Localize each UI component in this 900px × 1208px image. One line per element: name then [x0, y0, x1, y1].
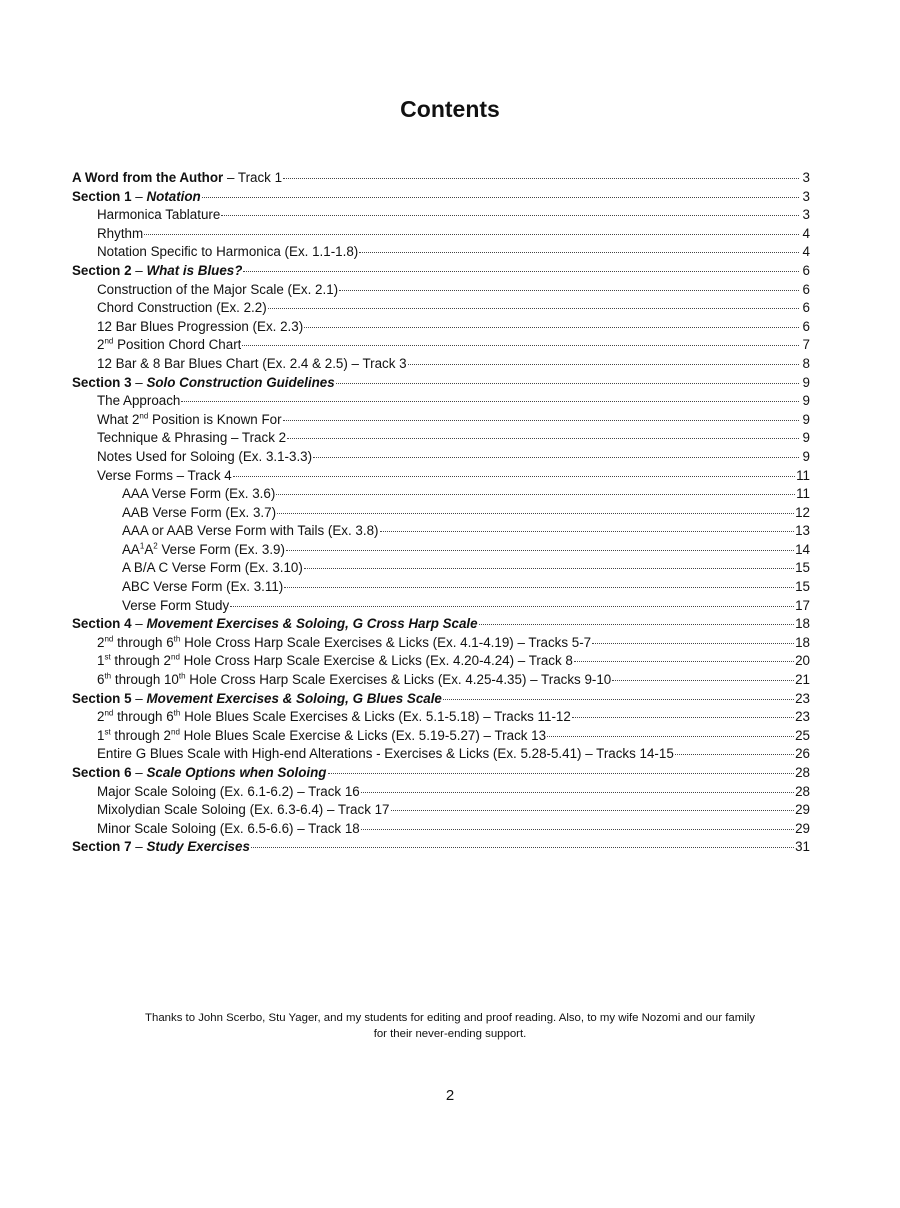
toc-section-separator: –: [131, 374, 147, 390]
toc-section-label: Section 6: [72, 765, 132, 780]
toc-entry-title: [72, 169, 282, 188]
toc-page-number: 18: [795, 634, 810, 650]
toc-entry-row: [72, 708, 810, 727]
toc-entry-row: [72, 355, 810, 374]
dot-leader: [336, 383, 799, 384]
toc-section-separator: –: [131, 765, 147, 780]
toc-entry-title: Rhythm: [97, 225, 144, 241]
toc-entry-row: [72, 504, 810, 523]
dot-leader: [202, 197, 799, 198]
toc-page-number: 8: [802, 355, 810, 371]
dot-leader: [359, 252, 799, 253]
dot-leader: [592, 643, 794, 644]
toc-section-subtitle: Solo Construction Guidelines: [146, 374, 335, 390]
toc-entry-title: [72, 764, 327, 783]
toc-page-number: 17: [795, 597, 810, 613]
toc-section-subtitle: What is Blues?: [146, 262, 243, 278]
toc-page-number: 29: [795, 820, 810, 836]
dot-leader: [479, 624, 794, 625]
toc-section-separator: –: [131, 839, 147, 855]
toc-entry-title: Technique & Phrasing – Track 2: [97, 430, 287, 446]
toc-entry-row: [72, 429, 810, 448]
toc-section-label: Section 2: [72, 262, 132, 278]
toc-page-number: 11: [796, 486, 810, 502]
toc-entry-title: [72, 188, 201, 207]
toc-page-number: 9: [802, 393, 810, 409]
dot-leader: [304, 568, 794, 569]
acknowledgements-line-2: for their never-ending support.: [373, 1028, 527, 1040]
toc-page-number: 9: [802, 374, 810, 390]
toc-page-number: 21: [795, 672, 810, 688]
dot-leader: [233, 476, 795, 477]
toc-section-row: [72, 188, 810, 207]
toc-entry-row: [72, 597, 810, 616]
dot-leader: [286, 550, 794, 551]
toc-section-row: [72, 374, 810, 393]
toc-section-row: [72, 615, 810, 634]
dot-leader: [443, 699, 794, 700]
toc-entry-row: [72, 727, 810, 746]
toc-section-label: Section 5: [72, 690, 132, 706]
toc-page-number: 6: [802, 318, 810, 334]
dot-leader: [675, 754, 794, 755]
toc-section-subtitle: Movement Exercises & Soloing, G Cross Harp Scale: [146, 616, 478, 632]
toc-entry-row: [72, 448, 810, 467]
toc-entry-title: Verse Form Study: [122, 597, 230, 613]
dot-leader: [328, 773, 795, 774]
dot-leader: [144, 234, 799, 235]
toc-entry-row: [72, 671, 810, 690]
dot-leader: [268, 308, 799, 309]
toc-page-number: 7: [802, 337, 810, 353]
toc-section-label: Section 3: [72, 374, 132, 390]
toc-entry-row: [72, 411, 810, 430]
dot-leader: [408, 364, 799, 365]
toc-entry-row: [72, 541, 810, 560]
dot-leader: [612, 680, 794, 681]
toc-entry-title: 1st through 2nd Hole Cross Harp Scale Exercise & Licks (Ex. 4.20-4.24) – Track 8: [97, 652, 573, 669]
toc-section-label: Section 7: [72, 839, 132, 855]
toc-entry-row: [72, 318, 810, 337]
toc-page-number: 3: [802, 188, 810, 204]
toc-page-number: 4: [802, 244, 810, 260]
dot-leader: [287, 438, 799, 439]
dot-leader: [361, 792, 794, 793]
toc-page-number: 14: [795, 541, 810, 557]
page-number: 2: [445, 1087, 455, 1104]
toc-entry-title: Chord Construction (Ex. 2.2): [97, 300, 267, 316]
toc-entry-row: [72, 467, 810, 486]
toc-section-row: [72, 838, 810, 857]
dot-leader: [283, 178, 799, 179]
toc-entry-title: Mixolydian Scale Soloing (Ex. 6.3-6.4) – Track 17: [97, 802, 390, 818]
toc-entry-title: 2nd Position Chord Chart: [97, 336, 242, 353]
toc-page-number: 15: [795, 560, 810, 576]
dot-leader: [547, 736, 794, 737]
toc-page-number: 13: [795, 523, 810, 539]
toc-entry-row: [72, 243, 810, 262]
dot-leader: [380, 531, 795, 532]
toc-entry-title: Harmonica Tablature: [97, 207, 221, 223]
dot-leader: [361, 829, 794, 830]
dot-leader: [277, 513, 794, 514]
toc-section-row: [72, 169, 810, 188]
dot-leader: [313, 457, 799, 458]
toc-section-separator: –: [131, 616, 147, 632]
toc-page-number: 28: [795, 765, 810, 780]
toc-page-number: 9: [802, 411, 810, 427]
toc-section-subtitle: Movement Exercises & Soloing, G Blues Scale: [146, 690, 442, 706]
toc-page-number: 26: [795, 746, 810, 762]
dot-leader: [221, 215, 799, 216]
toc-section-subtitle: Scale Options when Soloing: [146, 765, 327, 780]
toc-page-number: 23: [795, 709, 810, 725]
toc-page-number: 3: [802, 170, 810, 185]
toc-section-suffix: – Track 1: [223, 170, 283, 185]
toc-entry-title: [72, 690, 442, 709]
toc-entry-title: AAA or AAB Verse Form with Tails (Ex. 3.8): [122, 523, 379, 539]
toc-entry-row: [72, 652, 810, 671]
toc-entry-title: [72, 615, 478, 634]
toc-entry-row: [72, 522, 810, 541]
toc-page-number: 6: [802, 262, 810, 278]
dot-leader: [572, 717, 794, 718]
toc-page-number: 6: [802, 300, 810, 316]
toc-entry-title: 6th through 10th Hole Cross Harp Scale Exercises & Licks (Ex. 4.25-4.35) – Tracks 9-10: [97, 671, 612, 688]
toc-page-number: 9: [802, 448, 810, 464]
toc-entry-title: [72, 838, 250, 857]
toc-entry-title: 1st through 2nd Hole Blues Scale Exercise & Licks (Ex. 5.19-5.27) – Track 13: [97, 727, 547, 743]
toc-page-number: 29: [795, 802, 810, 818]
toc-entry-title: AAA Verse Form (Ex. 3.6): [122, 486, 276, 502]
toc-section-subtitle: Notation: [146, 188, 201, 204]
toc-entry-title: ABC Verse Form (Ex. 3.11): [122, 579, 284, 595]
dot-leader: [304, 327, 799, 328]
toc-page-number: 18: [795, 616, 810, 632]
toc-entry-row: [72, 634, 810, 653]
toc-entry-row: [72, 745, 810, 764]
toc-page-number: 3: [802, 207, 810, 223]
toc-section-label: A Word from the Author: [72, 170, 224, 185]
dot-leader: [284, 587, 794, 588]
dot-leader: [251, 847, 794, 848]
toc-entry-title: 12 Bar & 8 Bar Blues Chart (Ex. 2.4 & 2.5) – Track 3: [97, 355, 407, 371]
dot-leader: [230, 606, 794, 607]
toc-entry-row: [72, 801, 810, 820]
toc-page-number: 6: [802, 281, 810, 297]
toc-section-subtitle: Study Exercises: [146, 839, 250, 855]
toc-page-number: 23: [795, 690, 810, 706]
dot-leader: [339, 290, 799, 291]
toc-entry-row: [72, 485, 810, 504]
toc-entry-title: Entire G Blues Scale with High-end Alterations - Exercises & Licks (Ex. 5.28-5.41) – Tracks 14-15: [97, 746, 674, 762]
toc-entry-row: [72, 578, 810, 597]
toc-entry-title: Notes Used for Soloing (Ex. 3.1-3.3): [97, 448, 313, 464]
toc-entry-title: A B/A C Verse Form (Ex. 3.10): [122, 560, 303, 576]
toc-section-row: [72, 690, 810, 709]
toc-entry-title: [72, 262, 242, 281]
acknowledgements: [0, 1010, 900, 1042]
toc-section-separator: –: [131, 188, 147, 204]
dot-leader: [242, 345, 799, 346]
toc-entry-title: Notation Specific to Harmonica (Ex. 1.1-1.8): [97, 244, 359, 260]
toc-entry-row: [72, 225, 810, 244]
toc-entry-row: [72, 299, 810, 318]
toc-entry-title: What 2nd Position is Known For: [97, 411, 282, 427]
toc-entry-title: 2nd through 6th Hole Cross Harp Scale Exercises & Licks (Ex. 4.1-4.19) – Tracks 5-7: [97, 634, 592, 650]
toc-entry-row: [72, 336, 810, 355]
toc-entry-row: [72, 206, 810, 225]
dot-leader: [283, 420, 799, 421]
toc-section-row: [72, 262, 810, 281]
toc-entry-row: [72, 281, 810, 300]
page-title: Contents: [400, 96, 500, 122]
toc-entry-title: Major Scale Soloing (Ex. 6.1-6.2) – Track 16: [97, 783, 360, 799]
toc-page-number: 11: [796, 467, 810, 483]
dot-leader: [243, 271, 799, 272]
toc-entry-row: [72, 392, 810, 411]
toc-entry-title: 2nd through 6th Hole Blues Scale Exercises & Licks (Ex. 5.1-5.18) – Tracks 11-12: [97, 708, 571, 725]
toc-page-number: 28: [795, 783, 810, 799]
toc-entry-title: Construction of the Major Scale (Ex. 2.1): [97, 281, 339, 297]
dot-leader: [574, 661, 794, 662]
dot-leader: [181, 401, 799, 402]
toc-page-number: 20: [795, 653, 810, 669]
toc-entry-title: [72, 374, 335, 393]
toc-section-row: [72, 764, 810, 783]
toc-page-number: 25: [795, 727, 810, 743]
toc-section-separator: –: [131, 262, 147, 278]
toc-entry-title: Verse Forms – Track 4: [97, 467, 232, 483]
toc-section-label: Section 4: [72, 616, 132, 632]
toc-entry-title: 12 Bar Blues Progression (Ex. 2.3): [97, 318, 304, 334]
toc-entry-row: [72, 783, 810, 802]
toc-page-number: 12: [795, 504, 810, 520]
toc-entry-title: $AA^1A^2$ Verse Form (Ex. 3.9): [122, 541, 285, 557]
toc-section-label: Section 1: [72, 188, 132, 204]
dot-leader: [391, 810, 795, 811]
toc-page-number: 15: [795, 579, 810, 595]
toc-entry-row: [72, 559, 810, 578]
dot-leader: [276, 494, 795, 495]
toc-entry-title: AAB Verse Form (Ex. 3.7): [122, 504, 277, 520]
toc-entry-title: The Approach: [97, 393, 181, 409]
acknowledgements-line-1: Thanks to John Scerbo, Stu Yager, and my students for editing and proof reading. Also, to my wife Nozomi and our family: [145, 1012, 755, 1024]
toc-page-number: 31: [795, 839, 810, 855]
toc-page-number: 4: [802, 225, 810, 241]
toc-page-number: 9: [802, 430, 810, 446]
toc-entry-title: Minor Scale Soloing (Ex. 6.5-6.6) – Track 18: [97, 820, 360, 836]
toc-entry-row: [72, 820, 810, 839]
table-of-contents: [72, 169, 810, 857]
toc-section-separator: –: [131, 690, 147, 706]
